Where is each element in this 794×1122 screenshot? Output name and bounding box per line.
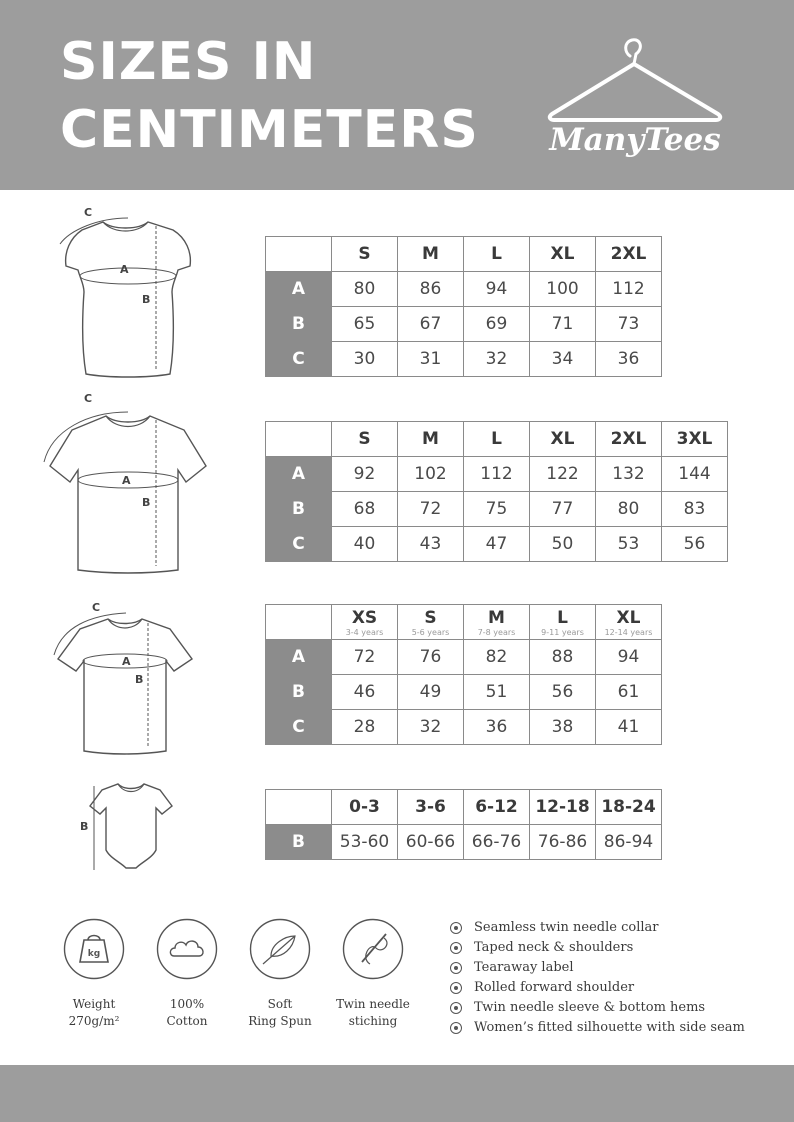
table-row	[266, 457, 728, 492]
table-cell: 80	[596, 492, 662, 527]
column-header: 0-3	[332, 790, 398, 825]
dimension-c-label: C	[84, 206, 93, 219]
table-cell: 30	[332, 342, 398, 377]
row-label: B	[266, 492, 332, 527]
column-header: S	[332, 237, 398, 272]
feature-label	[238, 996, 322, 1030]
table-cell: 60-66	[398, 825, 464, 860]
table-cell: 31	[398, 342, 464, 377]
dimension-b-label: B	[142, 293, 151, 306]
table-cell: 112	[464, 457, 530, 492]
age-label: 3-4 years	[345, 627, 384, 637]
table-cell: 86	[398, 272, 464, 307]
column-header: 6-12	[464, 790, 530, 825]
feature-line: Ring Spun	[248, 1014, 312, 1028]
column-header: S	[332, 422, 398, 457]
kids-tee-diagram	[46, 595, 201, 765]
table-row	[266, 307, 662, 342]
list-item	[450, 978, 745, 998]
dimension-c-label: C	[92, 601, 101, 614]
size-label: XL	[616, 607, 641, 628]
list-item	[450, 918, 745, 938]
table-cell: 80	[332, 272, 398, 307]
dimension-b-label: B	[80, 820, 89, 833]
dimension-a-label: A	[122, 474, 131, 487]
dimension-a-label: A	[122, 655, 131, 668]
table-cell: 76	[398, 640, 464, 675]
table-cell: 65	[332, 307, 398, 342]
table-cell: 88	[530, 640, 596, 675]
column-header: L	[464, 237, 530, 272]
table-cell: 76-86	[530, 825, 596, 860]
bullet-icon	[450, 962, 462, 974]
column-header: 3XL	[662, 422, 728, 457]
table-cell: 69	[464, 307, 530, 342]
bullet-text: Taped neck & shoulders	[474, 940, 634, 955]
row-label: C	[266, 710, 332, 745]
table-cell: 56	[530, 675, 596, 710]
list-item	[450, 938, 745, 958]
feature-twin-needle	[331, 918, 415, 1030]
column-header: M	[398, 422, 464, 457]
table-cell: 56	[662, 527, 728, 562]
table-cell: 67	[398, 307, 464, 342]
table-cell: 71	[530, 307, 596, 342]
table-cell: 61	[596, 675, 662, 710]
row-label: B	[266, 825, 332, 860]
list-item	[450, 998, 745, 1018]
column-header: 3-6	[398, 790, 464, 825]
feather-icon	[249, 918, 311, 980]
feature-line: Cotton	[166, 1014, 208, 1028]
size-label: L	[557, 607, 568, 628]
baby-size-table	[265, 789, 662, 860]
feature-label	[52, 996, 136, 1030]
column-header	[464, 605, 530, 640]
table-cell: 50	[530, 527, 596, 562]
feature-soft	[238, 918, 322, 1030]
table-cell: 100	[530, 272, 596, 307]
feature-cotton	[145, 918, 229, 1030]
column-header	[530, 605, 596, 640]
feature-line: 270g/m²	[68, 1014, 120, 1028]
bullet-text: Women’s fitted silhouette with side seam	[474, 1020, 745, 1035]
table-cell: 92	[332, 457, 398, 492]
table-row	[266, 640, 662, 675]
feature-weight	[52, 918, 136, 1030]
women-size-table	[265, 236, 662, 377]
table-row	[266, 675, 662, 710]
title-line-1: SIZES IN	[60, 32, 317, 92]
column-header: XL	[530, 422, 596, 457]
table-cell: 94	[596, 640, 662, 675]
table-cell: 122	[530, 457, 596, 492]
bullet-text: Twin needle sleeve & bottom hems	[474, 1000, 706, 1015]
age-label: 7-8 years	[477, 627, 516, 637]
table-cell: 47	[464, 527, 530, 562]
table-cell: 41	[596, 710, 662, 745]
bullet-text: Rolled forward shoulder	[474, 980, 635, 995]
table-cell: 82	[464, 640, 530, 675]
men-tee-diagram	[38, 390, 213, 580]
feature-line: Soft	[267, 997, 293, 1011]
table-row	[266, 825, 662, 860]
women-tee-diagram	[48, 200, 198, 380]
feature-line: 100%	[169, 997, 205, 1011]
feature-label	[145, 996, 229, 1030]
table-cell: 102	[398, 457, 464, 492]
table-cell: 72	[332, 640, 398, 675]
table-cell: 51	[464, 675, 530, 710]
table-cell: 83	[662, 492, 728, 527]
bullet-icon	[450, 922, 462, 934]
column-header: XL	[530, 237, 596, 272]
dimension-a-label: A	[120, 263, 129, 276]
logo-text: ManyTees	[549, 122, 721, 158]
hanger-icon	[540, 34, 730, 124]
table-row	[266, 492, 728, 527]
column-header: 2XL	[596, 237, 662, 272]
table-cell: 32	[398, 710, 464, 745]
column-header: 12-18	[530, 790, 596, 825]
bullet-icon	[450, 942, 462, 954]
bullet-icon	[450, 1022, 462, 1034]
dimension-c-label: C	[84, 392, 93, 405]
table-cell: 28	[332, 710, 398, 745]
table-row	[266, 710, 662, 745]
kids-size-table	[265, 604, 662, 745]
table-cell: 43	[398, 527, 464, 562]
feature-line: stiching	[348, 1014, 398, 1028]
table-cell: 36	[596, 342, 662, 377]
dimension-b-label: B	[135, 673, 144, 686]
table-cell: 38	[530, 710, 596, 745]
row-label: A	[266, 272, 332, 307]
table-row	[266, 342, 662, 377]
age-label: 5-6 years	[411, 627, 450, 637]
table-cell: 36	[464, 710, 530, 745]
size-label: M	[488, 607, 505, 628]
row-label: C	[266, 342, 332, 377]
table-cell: 75	[464, 492, 530, 527]
header-banner	[0, 0, 794, 190]
feature-line: Twin needle	[336, 997, 410, 1011]
bullet-icon	[450, 982, 462, 994]
size-label: S	[424, 607, 437, 628]
table-cell: 66-76	[464, 825, 530, 860]
table-cell: 53-60	[332, 825, 398, 860]
table-row	[266, 527, 728, 562]
baby-bodysuit-diagram	[76, 772, 186, 882]
row-label: A	[266, 640, 332, 675]
table-cell: 144	[662, 457, 728, 492]
table-cell: 53	[596, 527, 662, 562]
feature-line: Weight	[72, 997, 116, 1011]
age-label: 12-14 years	[604, 627, 653, 637]
row-label: A	[266, 457, 332, 492]
column-header: M	[398, 237, 464, 272]
cloud-icon	[156, 918, 218, 980]
table-row	[266, 272, 662, 307]
table-cell: 112	[596, 272, 662, 307]
table-header-row	[266, 790, 662, 825]
column-header: 2XL	[596, 422, 662, 457]
table-cell: 73	[596, 307, 662, 342]
weight-icon	[63, 918, 125, 980]
table-header-row	[266, 422, 728, 457]
dimension-b-label: B	[142, 496, 151, 509]
table-cell: 86-94	[596, 825, 662, 860]
feature-label	[331, 996, 415, 1030]
needle-icon	[342, 918, 404, 980]
title-line-2: CENTIMETERS	[60, 100, 479, 160]
column-header: 18-24	[596, 790, 662, 825]
men-size-table	[265, 421, 728, 562]
age-label: 9-11 years	[541, 627, 584, 637]
list-item	[450, 1018, 745, 1038]
table-header-row	[266, 237, 662, 272]
table-cell: 32	[464, 342, 530, 377]
table-cell: 68	[332, 492, 398, 527]
column-header	[398, 605, 464, 640]
table-cell: 94	[464, 272, 530, 307]
page-title	[60, 28, 479, 164]
feature-bullet-list	[450, 918, 745, 1038]
table-cell: 77	[530, 492, 596, 527]
bullet-text: Seamless twin needle collar	[474, 920, 659, 935]
column-header: L	[464, 422, 530, 457]
column-header	[332, 605, 398, 640]
table-cell: 46	[332, 675, 398, 710]
table-cell: 49	[398, 675, 464, 710]
row-label: C	[266, 527, 332, 562]
row-label: B	[266, 675, 332, 710]
table-header-row	[266, 605, 662, 640]
bullet-icon	[450, 1002, 462, 1014]
footer-banner	[0, 1065, 794, 1122]
table-cell: 34	[530, 342, 596, 377]
table-cell: 72	[398, 492, 464, 527]
bullet-text: Tearaway label	[474, 960, 574, 975]
row-label: B	[266, 307, 332, 342]
column-header	[596, 605, 662, 640]
list-item	[450, 958, 745, 978]
size-label: XS	[351, 607, 378, 628]
weight-icon-text: kg	[87, 949, 101, 959]
brand-logo	[540, 34, 730, 174]
table-cell: 40	[332, 527, 398, 562]
table-cell: 132	[596, 457, 662, 492]
